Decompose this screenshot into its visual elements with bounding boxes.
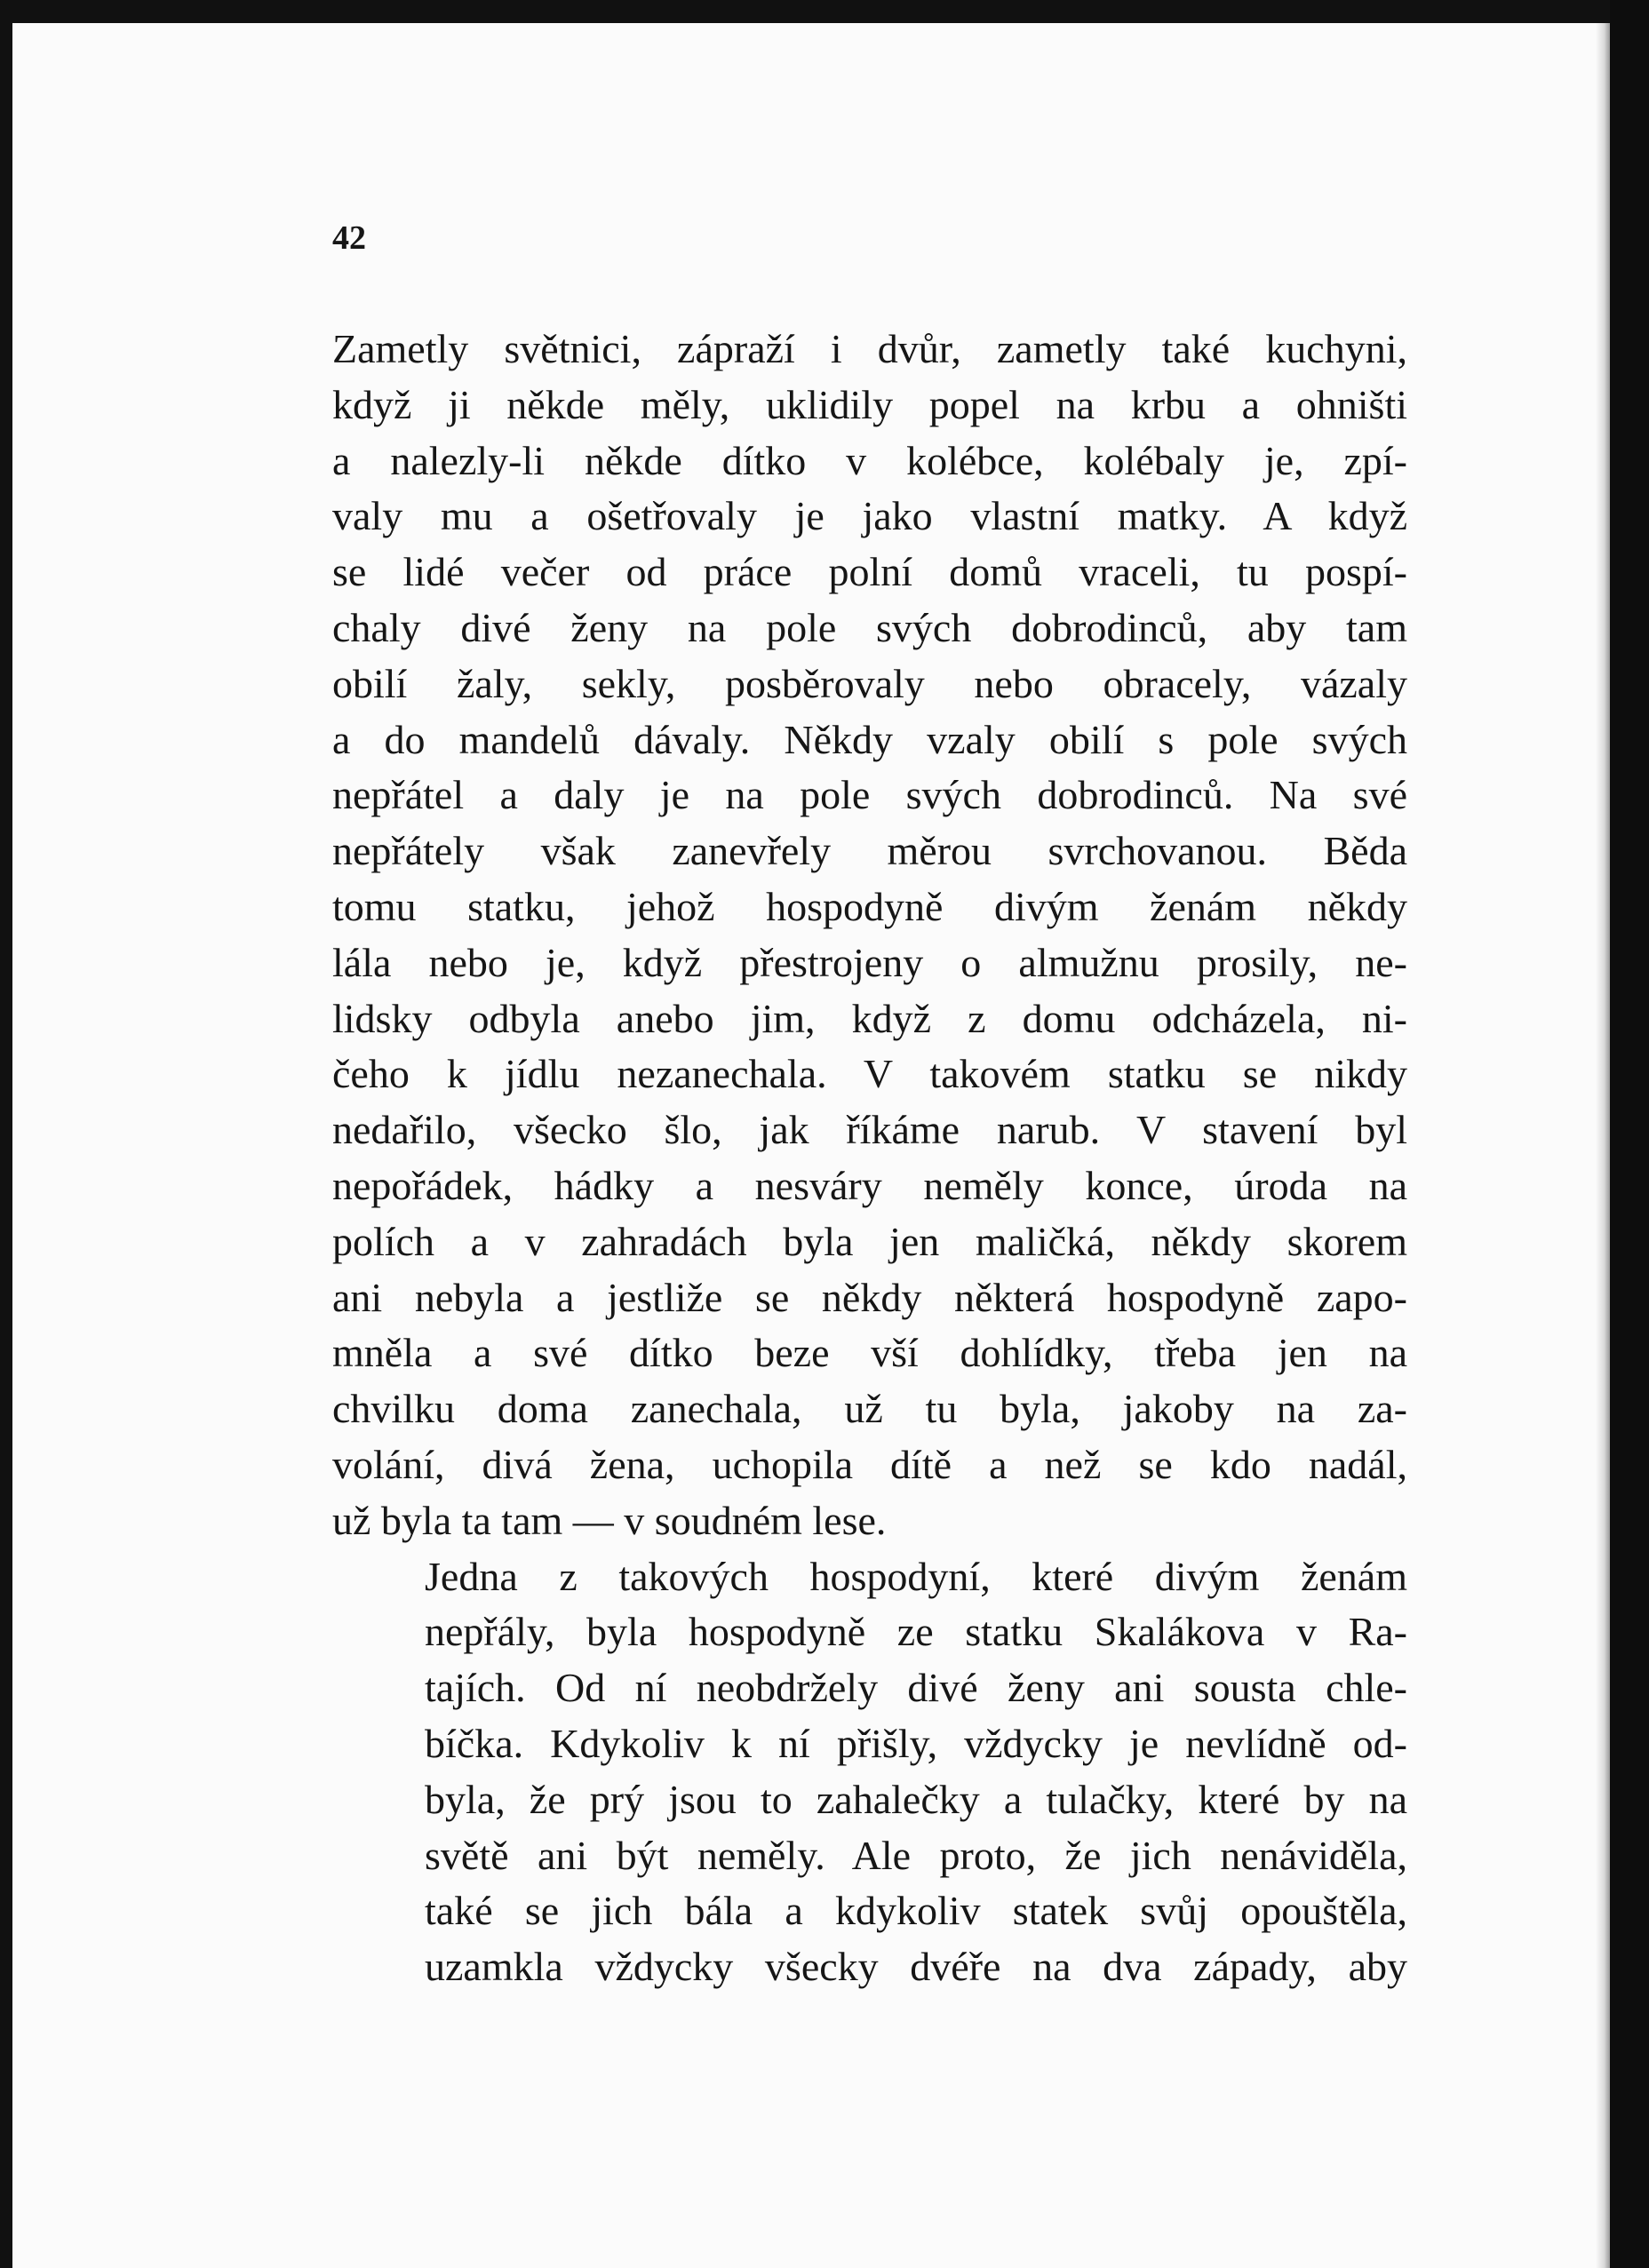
text-line: čeho k jídlu nezanechala. V takovém statku se nikdy: [332, 1051, 1407, 1097]
text-line: už byla ta tam — v soudném lese.: [332, 1497, 887, 1543]
text-line: volání, divá žena, uchopila dítě a než se kdo nadál,: [332, 1441, 1407, 1487]
scan-border-right: [1610, 0, 1649, 2268]
body-text: [332, 322, 1407, 1995]
text-line: Zametly světnici, zápraží i dvůr, zametly také kuchyni,: [332, 326, 1407, 371]
page-number: 42: [332, 219, 366, 257]
text-line: valy mu a ošetřovaly je jako vlastní matky. A když: [332, 493, 1407, 539]
text-line: nepořádek, hádky a nesváry neměly konce, úroda na: [332, 1162, 1407, 1208]
text-line: nepřály, byla hospodyně ze statku Skalákova v Ra-: [425, 1609, 1407, 1655]
text-line: nepřátely však zanevřely měrou svrchovanou. Běda: [332, 828, 1407, 874]
text-line: světě ani být neměly. Ale proto, že jich nenáviděla,: [425, 1832, 1407, 1878]
text-line: mněla a své dítko beze vší dohlídky, třeba jen na: [332, 1330, 1407, 1376]
text-line: polích a v zahradách byla jen maličká, někdy skorem: [332, 1218, 1407, 1264]
text-line: uzamkla vždycky všecky dvéře na dva západy, aby: [425, 1944, 1407, 1990]
scan-border-top: [0, 0, 1649, 23]
text-line: Jedna z takových hospodyní, které divým ženám: [425, 1553, 1407, 1599]
text-line: byla, že prý jsou to zahalečky a tulačky, které by na: [425, 1776, 1407, 1822]
text-line: lidsky odbyla anebo jim, když z domu odcházela, ni-: [332, 995, 1407, 1041]
paragraph: [332, 1549, 1407, 1995]
text-line: když ji někde měly, uklidily popel na krbu a ohništi: [332, 381, 1407, 427]
text-line: nedařilo, všecko šlo, jak říkáme narub. V stavení byl: [332, 1107, 1407, 1153]
text-line: tajích. Od ní neobdržely divé ženy ani sousta chle-: [425, 1665, 1407, 1711]
text-line: lála nebo je, když přestrojeny o almužnu prosily, ne-: [332, 939, 1407, 985]
text-line: chaly divé ženy na pole svých dobrodinců, aby tam: [332, 604, 1407, 650]
paragraph: [332, 322, 1407, 1549]
text-line: chvilku doma zanechala, už tu byla, jakoby na za-: [332, 1386, 1407, 1432]
text-line: obilí žaly, sekly, posběrovaly nebo obracely, vázaly: [332, 660, 1407, 706]
page-edge-shadow: [1596, 23, 1610, 2268]
text-line: nepřátel a daly je na pole svých dobrodinců. Na své: [332, 772, 1407, 818]
text-line: a do mandelů dávaly. Někdy vzaly obilí s pole svých: [332, 716, 1407, 762]
text-line: bíčka. Kdykoliv k ní přišly, vždycky je nevlídně od-: [425, 1720, 1407, 1766]
text-line: tomu statku, jehož hospodyně divým ženám někdy: [332, 883, 1407, 929]
text-line: a nalezly-li někde dítko v kolébce, kolébaly je, zpí-: [332, 437, 1407, 483]
text-line: se lidé večer od práce polní domů vraceli, tu pospí-: [332, 549, 1407, 595]
text-line: také se jich bála a kdykoliv statek svůj opouštěla,: [425, 1888, 1407, 1934]
text-line: ani nebyla a jestliže se někdy některá hospodyně zapo-: [332, 1274, 1407, 1320]
scan-border-left: [0, 0, 12, 2268]
